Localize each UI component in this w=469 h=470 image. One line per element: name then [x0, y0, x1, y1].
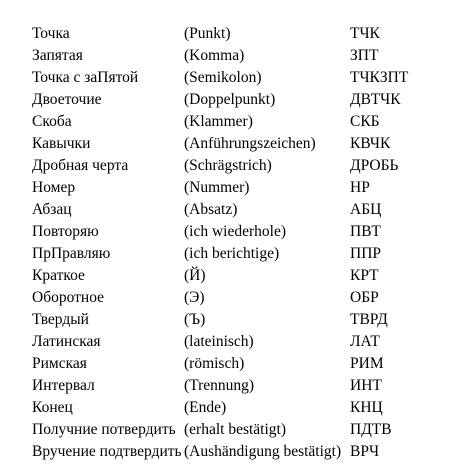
russian-term: Твердый	[32, 311, 89, 328]
russian-term: Номер	[32, 179, 76, 196]
russian-term: Интервал	[32, 377, 95, 394]
table-row	[0, 23, 469, 45]
abbreviation: СКБ	[350, 113, 380, 130]
abbreviation: ДВТЧК	[350, 91, 401, 108]
russian-term: Кавычки	[32, 135, 91, 152]
russian-term: Точка с заПятой	[32, 69, 139, 86]
russian-term: Получние потвердить	[32, 421, 176, 438]
german-term: (Э)	[184, 289, 205, 306]
russian-term: Краткое	[32, 267, 85, 284]
german-term: (Semikolon)	[184, 69, 262, 86]
german-term: (Ъ)	[184, 311, 206, 328]
table-row	[0, 375, 469, 397]
russian-term: Точка	[32, 25, 70, 42]
abbreviation: ТВРД	[350, 311, 388, 328]
russian-term: Запятая	[32, 47, 83, 64]
table-row	[0, 419, 469, 441]
table-row	[0, 177, 469, 199]
abbreviation: ВРЧ	[350, 443, 380, 460]
table-row	[0, 67, 469, 89]
abbreviation: ПВТ	[350, 223, 381, 240]
german-term: (erhalt bestätigt)	[184, 421, 286, 438]
abbreviation-table	[0, 23, 469, 463]
abbreviation: КНЦ	[350, 399, 383, 416]
table-row	[0, 111, 469, 133]
table-row	[0, 441, 469, 463]
russian-term: Повторяю	[32, 223, 99, 240]
table-row	[0, 133, 469, 155]
russian-term: Вручение подтвердить	[32, 443, 182, 460]
abbreviation: ЗПТ	[350, 47, 379, 64]
russian-term: Римская	[32, 355, 87, 372]
table-row	[0, 155, 469, 177]
abbreviation: ЛАТ	[350, 333, 380, 350]
table-row	[0, 243, 469, 265]
abbreviation: ТЧК	[350, 25, 380, 42]
russian-term: ПрПравляю	[32, 245, 111, 262]
abbreviation: НР	[350, 179, 370, 196]
german-term: (Aushändigung bestätigt)	[184, 443, 342, 460]
german-term: (ich berichtige)	[184, 245, 280, 262]
table-row	[0, 397, 469, 419]
german-term: (Doppelpunkt)	[184, 91, 276, 108]
table-row	[0, 45, 469, 67]
german-term: (Nummer)	[184, 179, 250, 196]
abbreviation: ОБР	[350, 289, 379, 306]
abbreviation: ПДТВ	[350, 421, 392, 438]
german-term: (römisch)	[184, 355, 245, 372]
german-term: (ich wiederhole)	[184, 223, 286, 240]
russian-term: Скоба	[32, 113, 72, 130]
abbreviation: АБЦ	[350, 201, 382, 218]
abbreviation: КВЧК	[350, 135, 391, 152]
german-term: (Klammer)	[184, 113, 253, 130]
russian-term: Дробная черта	[32, 157, 129, 174]
table-row	[0, 89, 469, 111]
german-term: (Komma)	[184, 47, 245, 64]
german-term: (Absatz)	[184, 201, 238, 218]
russian-term: Латинская	[32, 333, 101, 350]
table-row	[0, 353, 469, 375]
german-term: (lateinisch)	[184, 333, 254, 350]
russian-term: Оборотное	[32, 289, 105, 306]
table-row	[0, 309, 469, 331]
german-term: (Й)	[184, 267, 206, 284]
russian-term: Конец	[32, 399, 73, 416]
table-row	[0, 199, 469, 221]
table-row	[0, 221, 469, 243]
abbreviation: ППР	[350, 245, 382, 262]
table-row	[0, 331, 469, 353]
russian-term: Двоеточие	[32, 91, 102, 108]
table-row	[0, 287, 469, 309]
russian-term: Абзац	[32, 201, 72, 218]
german-term: (Anführungszeichen)	[184, 135, 316, 152]
abbreviation: КРТ	[350, 267, 379, 284]
abbreviation: ТЧКЗПТ	[350, 69, 409, 86]
table-row	[0, 265, 469, 287]
german-term: (Punkt)	[184, 25, 231, 42]
abbreviation: ИНТ	[350, 377, 382, 394]
abbreviation: ДРОБЬ	[350, 157, 399, 174]
german-term: (Ende)	[184, 399, 227, 416]
abbreviation: РИМ	[350, 355, 384, 372]
german-term: (Trennung)	[184, 377, 255, 394]
german-term: (Schrägstrich)	[184, 157, 272, 174]
